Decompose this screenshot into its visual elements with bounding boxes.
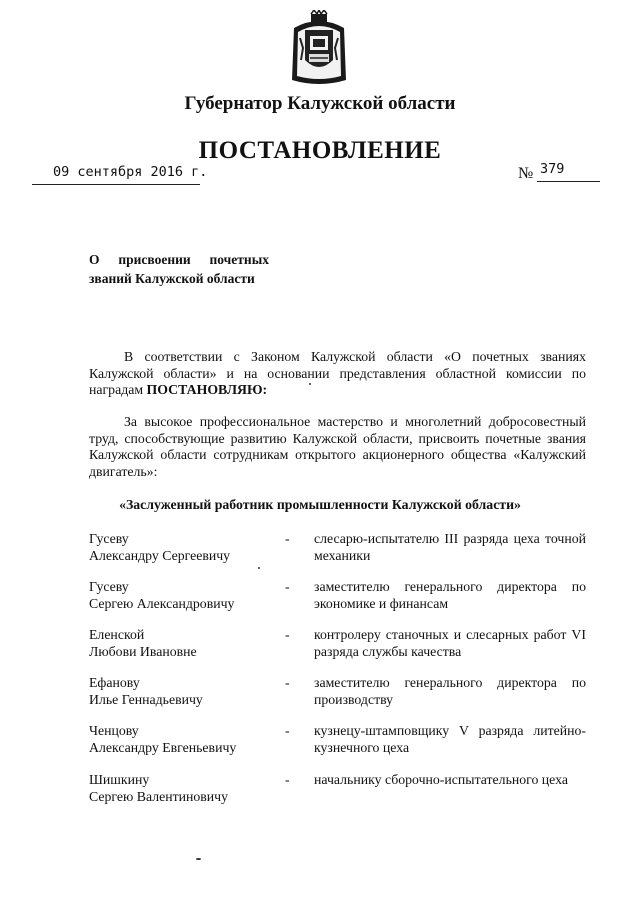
resolution-paragraph bbox=[89, 414, 586, 480]
governor-title: Губернатор Калужской области bbox=[184, 93, 456, 114]
awardee-surname: Еленской bbox=[89, 627, 145, 642]
document-date: 09 сентября 2016 г. bbox=[53, 164, 208, 180]
awardee-row bbox=[89, 723, 589, 771]
awardee-row bbox=[89, 675, 589, 723]
awardee-surname: Ефанову bbox=[89, 675, 140, 690]
subject-line-1: О присвоении почетных bbox=[89, 252, 269, 267]
awardee-row bbox=[89, 531, 589, 579]
number-sign: № bbox=[518, 165, 534, 182]
preamble-paragraph bbox=[89, 349, 586, 399]
awardee-position: заместителю генерального директора по производству bbox=[314, 675, 586, 707]
awardee-position: кузнецу-штамповщику V разряда литейно-кузнечного цеха bbox=[314, 723, 586, 755]
subject-line-2: званий Калужской области bbox=[89, 271, 255, 286]
preamble-text: В соответствии с Законом Калужской области «О почетных званиях Калужской области» и на основании представления областной комиссии по наградам bbox=[89, 349, 586, 397]
document-type-heading: ПОСТАНОВЛЕНИЕ bbox=[198, 137, 442, 164]
document-number: 379 bbox=[540, 161, 565, 177]
awardee-row bbox=[89, 579, 589, 627]
awardee-name bbox=[89, 675, 279, 708]
scan-speck bbox=[309, 383, 311, 385]
awardee-given-name: Сергею Валентиновичу bbox=[89, 788, 229, 804]
number-underline bbox=[537, 181, 600, 182]
awardee-given-name: Александру Евгеньевичу bbox=[89, 739, 237, 755]
awardee-name bbox=[89, 772, 279, 805]
separator-dash: - bbox=[285, 723, 290, 738]
separator-dash: - bbox=[285, 772, 290, 787]
awardee-name bbox=[89, 627, 279, 660]
document-subject bbox=[89, 250, 269, 288]
date-underline bbox=[32, 184, 200, 185]
awardee-name bbox=[89, 579, 279, 612]
separator-dash: - bbox=[285, 675, 290, 690]
awardee-name bbox=[89, 723, 279, 756]
resolution-text: За высокое профессиональное мастерство и многолетний добросовестный труд, способствующие развитию Калужской области, присвоить почетные звания Калужской области сотрудникам открытого акционерного общества «Калужский двигатель»: bbox=[89, 414, 586, 479]
awardee-given-name: Илье Геннадьевичу bbox=[89, 691, 203, 707]
awardee-surname: Гусеву bbox=[89, 579, 129, 594]
awardee-surname: Шишкину bbox=[89, 772, 150, 787]
separator-dash: - bbox=[285, 627, 290, 642]
awardee-surname: Ченцову bbox=[89, 723, 139, 738]
awardee-row bbox=[89, 627, 589, 675]
awardee-given-name: Александру Сергеевичу bbox=[89, 547, 231, 563]
awardee-position: слесарю-испытателю III разряда цеха точной механики bbox=[314, 531, 586, 563]
scan-speck bbox=[196, 858, 201, 860]
awardee-position: контролеру станочных и слесарных работ VI разряда службы качества bbox=[314, 627, 586, 659]
decree-keyword: ПОСТАНОВЛЯЮ: bbox=[146, 382, 268, 397]
awardee-position: заместителю генерального директора по экономике и финансам bbox=[314, 579, 586, 611]
awardee-given-name: Любови Ивановне bbox=[89, 643, 197, 659]
separator-dash: - bbox=[285, 531, 290, 546]
awardee-name bbox=[89, 531, 279, 564]
scan-speck bbox=[258, 567, 260, 569]
awardee-position: начальнику сборочно-испытательного цеха bbox=[314, 772, 568, 787]
separator-dash: - bbox=[285, 579, 290, 594]
awardee-surname: Гусеву bbox=[89, 531, 129, 546]
coat-of-arms-emblem-icon bbox=[290, 10, 348, 88]
awardee-row bbox=[89, 772, 589, 820]
awardee-given-name: Сергею Александровичу bbox=[89, 595, 235, 611]
honorary-title-heading: «Заслуженный работник промышленности Калужской области» bbox=[119, 497, 521, 512]
